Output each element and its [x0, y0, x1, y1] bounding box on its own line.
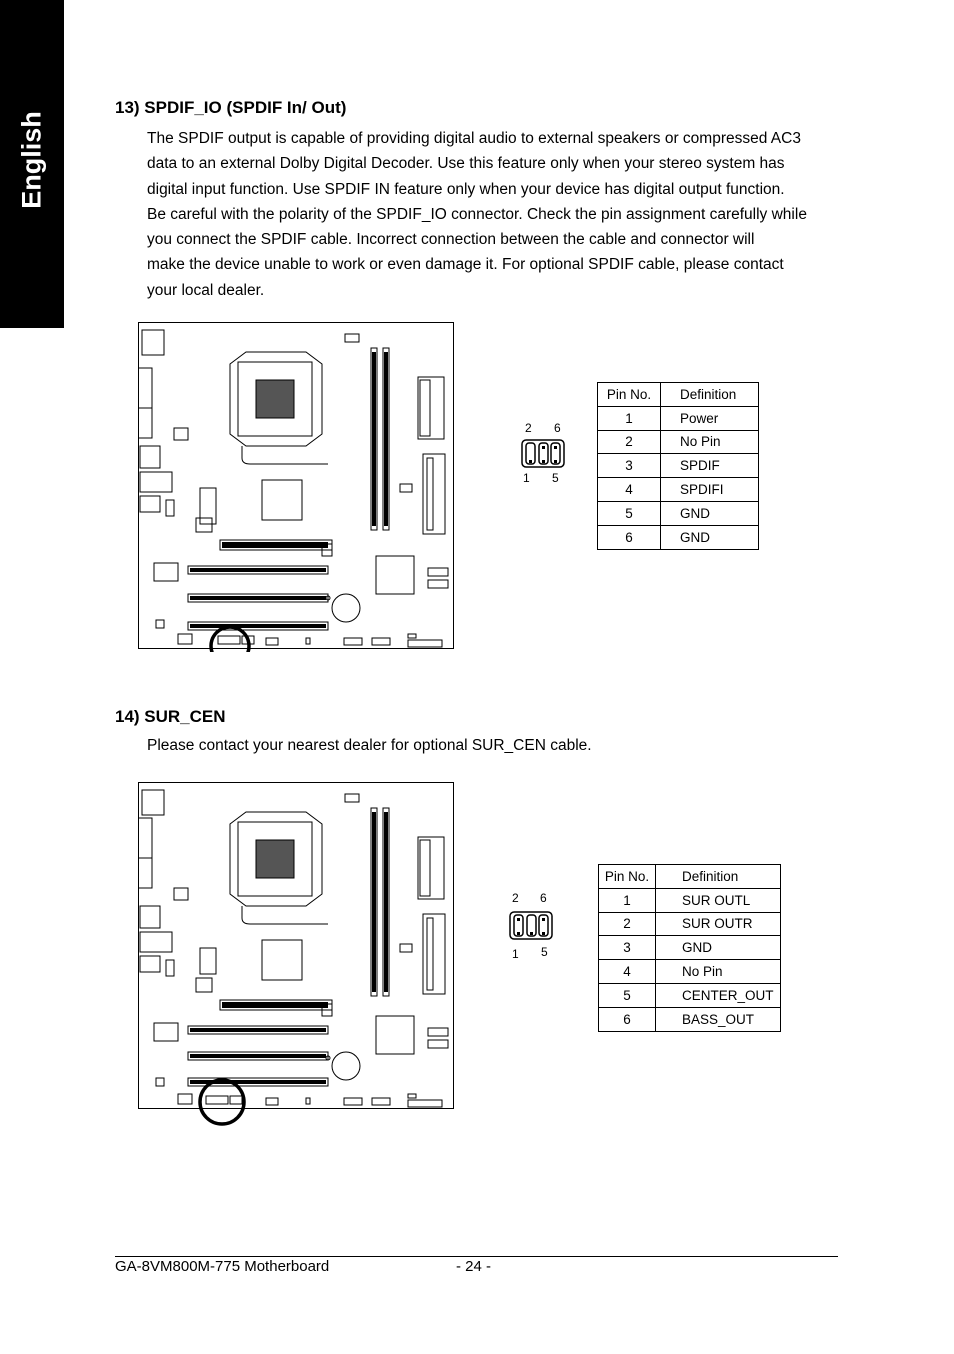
table-row — [599, 888, 781, 912]
pin-number: 6 — [599, 1007, 656, 1031]
pin-number: 1 — [599, 888, 656, 912]
footer-model-name: GA-8VM800M-775 Motherboard — [115, 1258, 330, 1275]
table-header-row — [598, 383, 759, 407]
pin-number: 4 — [598, 478, 661, 502]
paragraph-line: data to an external Dolby Digital Decoder. Use this feature only when your stereo system has — [147, 155, 785, 173]
pin-number: 3 — [598, 454, 661, 478]
language-side-tab — [0, 0, 64, 328]
pin-definition: BASS_OUT — [656, 1007, 781, 1031]
table-header-cell: Pin No. — [599, 865, 656, 889]
table-row — [598, 525, 759, 549]
pin-definition: GND — [661, 525, 759, 549]
table-header-cell: Definition — [661, 383, 759, 407]
connector-label: 6 — [540, 891, 547, 905]
connector-label: 2 — [512, 891, 519, 905]
table-row — [599, 912, 781, 936]
paragraph-line: The SPDIF output is capable of providing digital audio to external speakers or compressed AC3 — [147, 130, 801, 147]
section-14-heading: 14) SUR_CEN — [115, 707, 226, 726]
pin-definition: SPDIF — [661, 454, 759, 478]
pin-number: 5 — [599, 983, 656, 1007]
table-row — [598, 454, 759, 478]
section-14-paragraph — [147, 733, 847, 758]
pin-definition: No Pin — [661, 430, 759, 454]
pin-definition: GND — [661, 501, 759, 525]
motherboard-diagram-sur-cen — [138, 782, 456, 1128]
section-13-heading: 13) SPDIF_IO (SPDIF In/ Out) — [115, 98, 347, 117]
motherboard-diagram-spdif — [138, 322, 456, 652]
pin-definition: SPDIFI — [661, 478, 759, 502]
paragraph-line: you connect the SPDIF cable. Incorrect connection between the cable and connector will — [147, 231, 755, 249]
table-row — [599, 983, 781, 1007]
sur-cen-pin-table — [598, 864, 781, 1032]
table-header-row — [599, 865, 781, 889]
table-row — [598, 478, 759, 502]
pin-definition: SUR OUTR — [656, 912, 781, 936]
table-row — [599, 1007, 781, 1031]
connector-label: 6 — [554, 421, 561, 435]
pin-number: 3 — [599, 936, 656, 960]
pin-number: 5 — [598, 501, 661, 525]
paragraph-line: Be careful with the polarity of the SPDIF_IO connector. Check the pin assignment carefully while — [147, 205, 807, 223]
connector-label: 5 — [552, 471, 559, 485]
table-row — [599, 960, 781, 984]
footer-divider — [115, 1256, 838, 1257]
pin-definition: No Pin — [656, 960, 781, 984]
paragraph-line: your local dealer. — [147, 281, 265, 299]
pin-number: 2 — [598, 430, 661, 454]
paragraph-line: make the device unable to work or even damage it. For optional SPDIF cable, please contact — [147, 256, 784, 274]
table-header-cell: Pin No. — [598, 383, 661, 407]
pin-definition: SUR OUTL — [656, 888, 781, 912]
pin-number: 6 — [598, 525, 661, 549]
table-header-cell: Definition — [656, 865, 781, 889]
pin-number: 4 — [599, 960, 656, 984]
pin-number: 2 — [599, 912, 656, 936]
table-row — [599, 936, 781, 960]
connector-label: 5 — [541, 945, 548, 959]
connector-label: 2 — [525, 421, 532, 435]
footer-page-number: - 24 - — [456, 1258, 492, 1275]
paragraph-line: digital input function. Use SPDIF IN feature only when your device has digital output function. — [147, 180, 785, 198]
connector-label: 1 — [512, 947, 519, 961]
pin-number: 1 — [598, 406, 661, 430]
pin-definition: CENTER_OUT — [656, 983, 781, 1007]
table-row — [598, 501, 759, 525]
table-row — [598, 406, 759, 430]
section-13-paragraph — [147, 126, 847, 303]
pin-definition: GND — [656, 936, 781, 960]
table-row — [598, 430, 759, 454]
pin-definition: Power — [661, 406, 759, 430]
paragraph-line: Please contact your nearest dealer for optional SUR_CEN cable. — [147, 737, 592, 754]
spdif-pin-table — [597, 382, 759, 550]
connector-label: 1 — [523, 471, 530, 485]
side-tab-label: English — [16, 111, 47, 209]
